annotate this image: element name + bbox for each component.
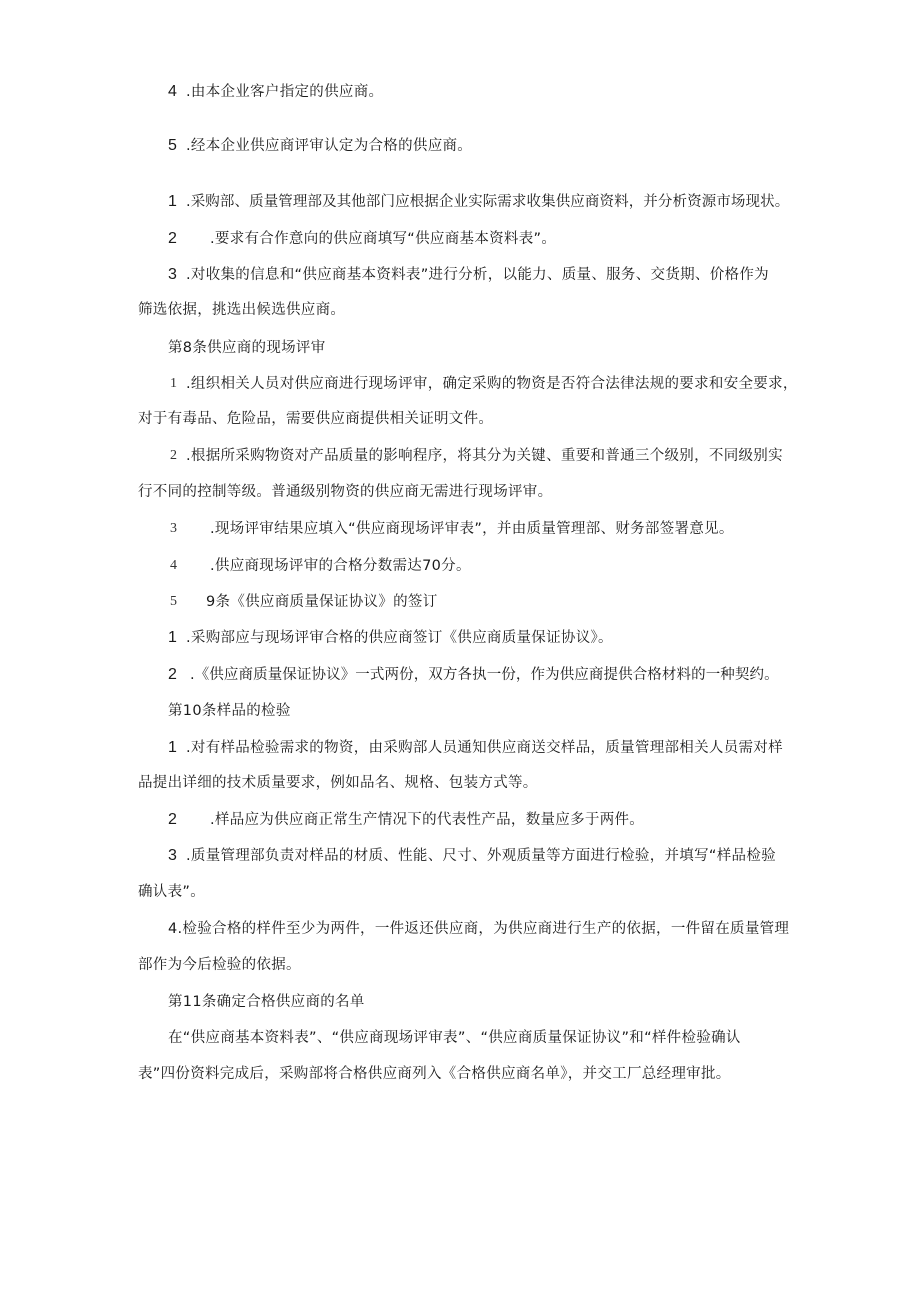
paragraph-text: 部作为今后检验的依据。	[138, 957, 301, 973]
section-heading-text: 第11条确定合格供应商的名单	[168, 994, 365, 1010]
item-number: 3	[168, 266, 178, 283]
paragraph-text: 对于有毒品、危险品，需要供应商提供相关证明文件。	[138, 411, 494, 427]
paragraph-text: 确认表”。	[138, 884, 206, 900]
item-number: 1	[168, 629, 178, 646]
item-number: 2	[168, 230, 178, 247]
item-text: .现场评审结果应填入“供应商现场评审表”，并由质量管理部、财务部签署意见。	[210, 521, 734, 537]
item-number: 4	[170, 558, 178, 573]
item-number: 1	[168, 739, 178, 756]
paragraph-text: 筛选依据，挑选出候选供应商。	[138, 302, 346, 318]
section-heading-text: 第8条供应商的现场评审	[168, 340, 326, 356]
item-number: 4	[168, 83, 178, 100]
item-text: .样品应为供应商正常生产情况下的代表性产品，数量应多于两件。	[210, 812, 645, 828]
item-text: .对有样品检验需求的物资，由采购部人员通知供应商送交样品，质量管理部相关人员需对样	[186, 740, 783, 756]
item-text: .根据所采购物资对产品质量的影响程序，将其分为关键、重要和普通三个级别，不同级别实	[186, 448, 783, 464]
paragraph-text: 行不同的控制等级。普通级别物资的供应商无需进行现场评审。	[138, 484, 553, 500]
paragraph-text: 在“供应商基本资料表”、“供应商现场评审表”、“供应商质量保证协议”和“样件检验确认	[168, 1030, 741, 1046]
item-text: .采购部应与现场评审合格的供应商签订《供应商质量保证协议》。	[186, 630, 613, 646]
item-number: 2	[170, 448, 178, 463]
item-text: .质量管理部负责对样品的材质、性能、尺寸、外观质量等方面进行检验，并填写“样品检验	[186, 848, 776, 864]
item-text: .经本企业供应商评审认定为合格的供应商。	[186, 138, 473, 154]
item-number: 2	[168, 811, 178, 828]
item-number: 5	[170, 594, 178, 609]
item-text: .对收集的信息和“供应商基本资料表”进行分析，以能力、质量、服务、交货期、价格作为	[186, 267, 769, 283]
item-number: 2	[168, 666, 178, 683]
item-number: 5	[168, 137, 178, 154]
section-heading-text: 第10条样品的检验	[168, 703, 291, 719]
item-text: .采购部、质量管理部及其他部门应根据企业实际需求收集供应商资料，并分析资源市场现状。	[186, 194, 790, 210]
item-text: 9条《供应商质量保证协议》的签订	[206, 594, 438, 610]
item-text: .由本企业客户指定的供应商。	[186, 84, 384, 100]
paragraph-text: 4.检验合格的样件至少为两件，一件返还供应商，为供应商进行生产的依据，一件留在质量管理	[168, 921, 790, 937]
item-text: .要求有合作意向的供应商填写“供应商基本资料表”。	[210, 231, 557, 247]
paragraph-text: 品提出详细的技术质量要求，例如品名、规格、包装方式等。	[138, 775, 538, 791]
item-text: .《供应商质量保证协议》一式两份，双方各执一份，作为供应商提供合格材料的一种契约。	[190, 667, 779, 683]
item-number: 3	[168, 847, 178, 864]
item-number: 1	[168, 193, 178, 210]
item-text: .组织相关人员对供应商进行现场评审，确定采购的物资是否符合法律法规的要求和安全要求，	[186, 376, 798, 392]
item-text: .供应商现场评审的合格分数需达70分。	[210, 558, 471, 574]
item-number: 3	[170, 521, 178, 536]
paragraph-text: 表”四份资料完成后，采购部将合格供应商列入《合格供应商名单》，并交工厂总经理审批。	[138, 1066, 731, 1082]
item-number: 1	[170, 376, 178, 391]
